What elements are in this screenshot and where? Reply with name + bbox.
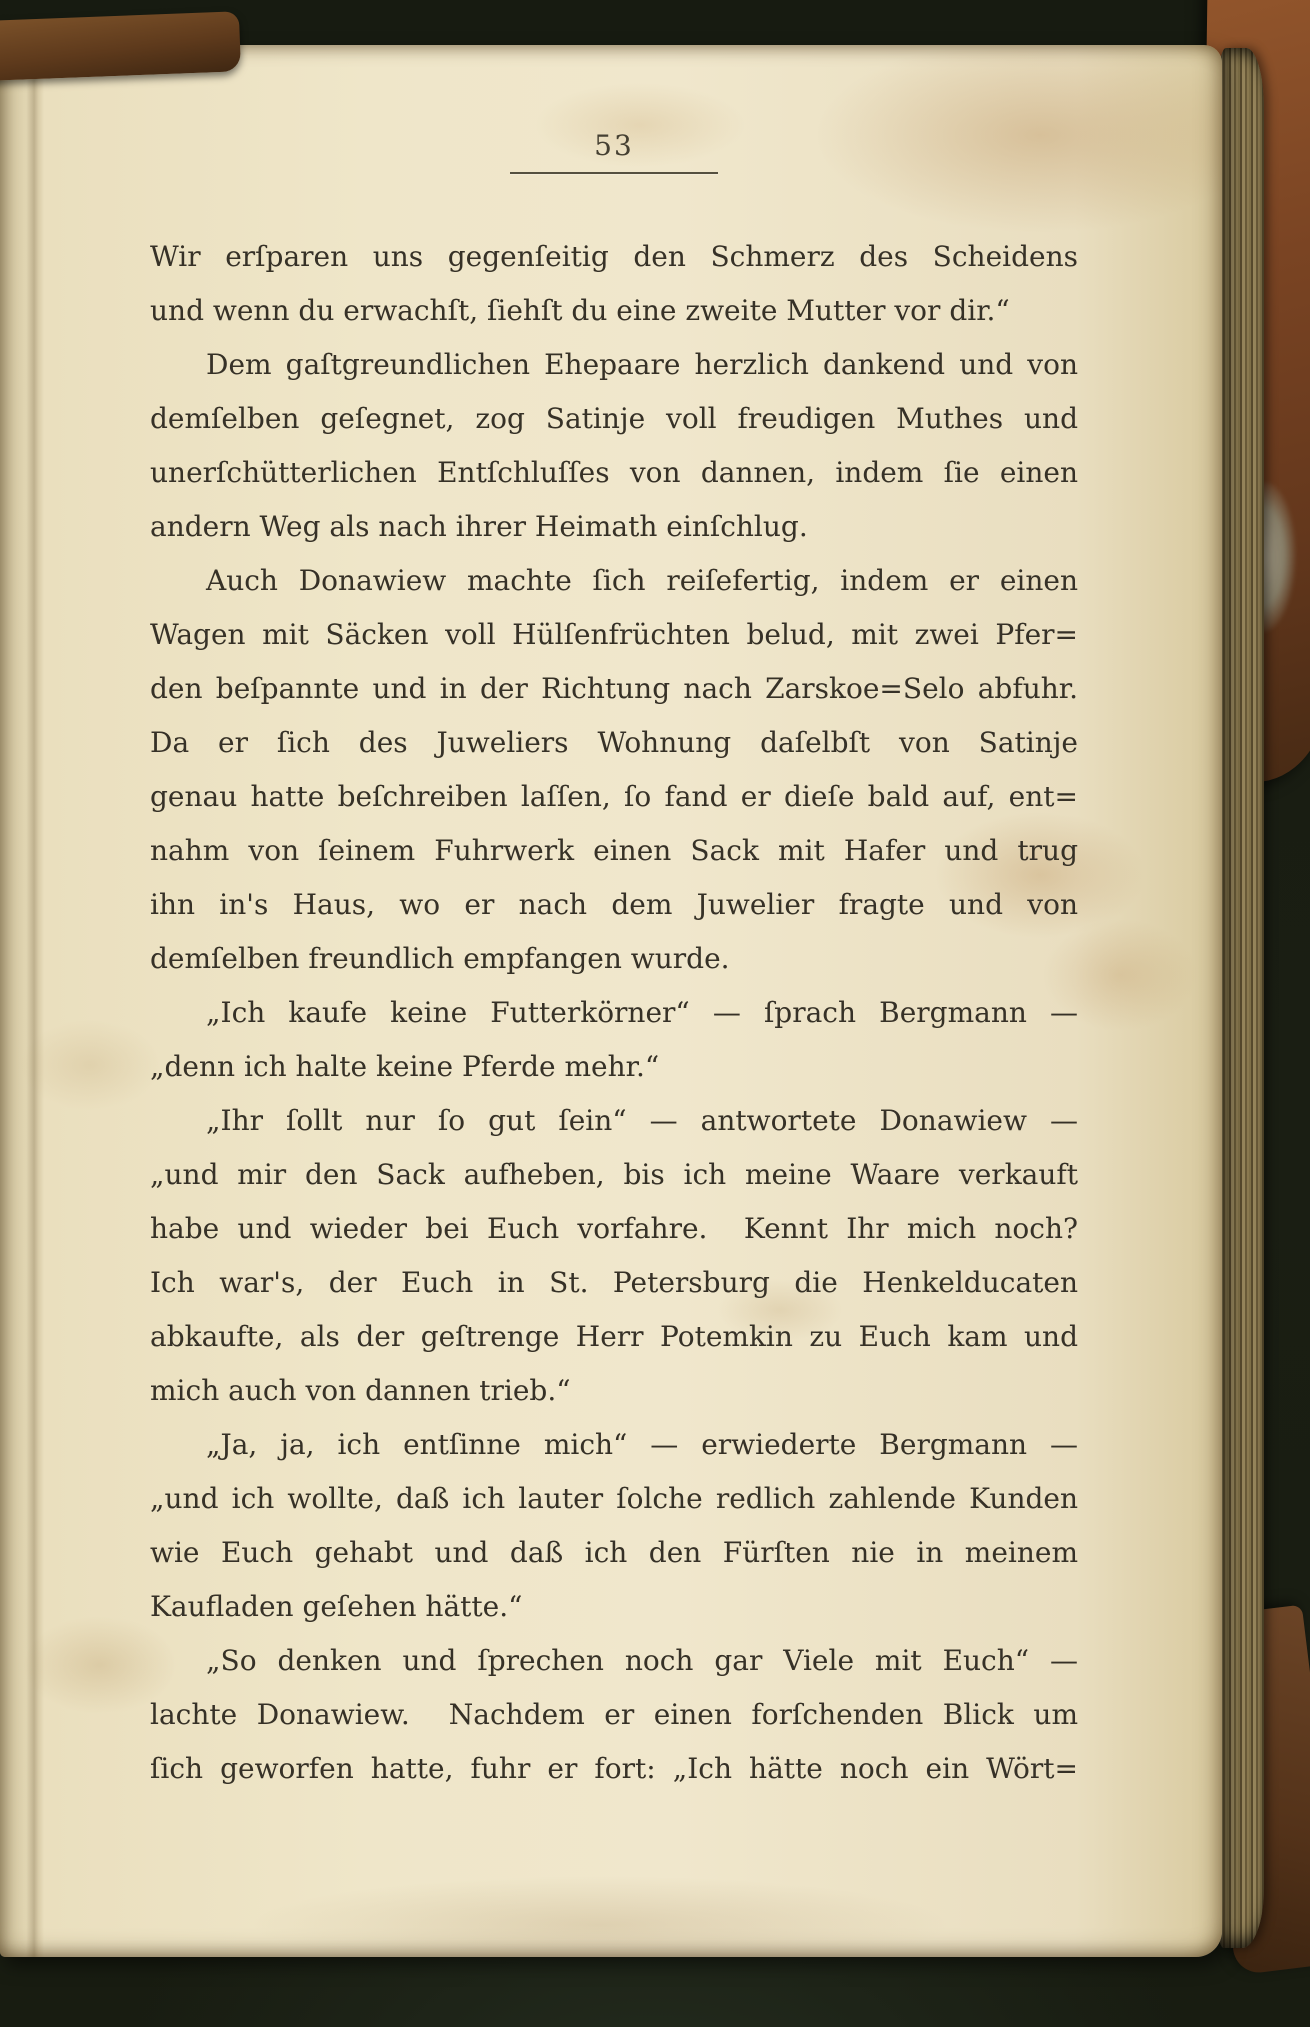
text-line: abkaufte, als der geſtrenge Herr Potemkin zu Euch kam und: [150, 1320, 1078, 1353]
text-line: „Ja, ja, ich entſinne mich“ — erwiederte Bergmann —: [206, 1428, 1078, 1461]
text-line: unerſchütterlichen Entſchluſſes von dannen, indem ſie einen: [150, 456, 1078, 489]
text-line: ſich geworfen hatte, fuhr er fort: „Ich hätte noch ein Wört=: [150, 1752, 1078, 1785]
book-page: [0, 45, 1222, 1957]
page-header: [150, 129, 1078, 174]
text-line: demſelben geſegnet, zog Satinje voll freudigen Muthes und: [150, 402, 1078, 435]
text-line: lachte Donawiew. Nachdem er einen forſchenden Blick um: [150, 1698, 1078, 1731]
page-number: 53: [594, 129, 634, 162]
text-line: demſelben freundlich empfangen wurde.: [150, 942, 730, 975]
text-line: mich auch von dannen trieb.“: [150, 1374, 571, 1407]
text-line: Da er ſich des Juweliers Wohnung daſelbſt von Satinje: [150, 726, 1078, 759]
text-line: „und ich wollte, daß ich lauter ſolche redlich zahlende Kunden: [150, 1482, 1078, 1515]
text-line: Auch Donawiew machte ſich reiſefertig, indem er einen: [206, 564, 1078, 597]
text-line: „So denken und ſprechen noch gar Viele mit Euch“ —: [206, 1644, 1078, 1677]
page-edge-stack: [1216, 48, 1264, 1948]
body-text: [150, 230, 1078, 1796]
text-line: und wenn du erwachſt, ſiehſt du eine zweite Mutter vor dir.“: [150, 294, 1010, 327]
text-line: nahm von ſeinem Fuhrwerk einen Sack mit Hafer und trug: [150, 834, 1078, 867]
text-line: ihn in's Haus, wo er nach dem Juwelier fragte und von: [150, 888, 1078, 921]
text-line: „und mir den Sack aufheben, bis ich meine Waare verkauft: [150, 1158, 1078, 1191]
text-line: den beſpannte und in der Richtung nach Zarskoe=Selo abfuhr.: [150, 672, 1078, 705]
text-line: wie Euch gehabt und daß ich den Fürſten nie in meinem: [150, 1536, 1078, 1569]
text-line: Wir erſparen uns gegenſeitig den Schmerz des Scheidens: [150, 240, 1078, 273]
text-line: „Ihr ſollt nur ſo gut ſein“ — antwortete Donawiew —: [206, 1104, 1078, 1137]
text-line: Dem gaſtgreundlichen Ehepaare herzlich dankend und von: [206, 348, 1078, 381]
text-line: Wagen mit Säcken voll Hülſenfrüchten belud, mit zwei Pfer=: [150, 618, 1078, 651]
text-line: andern Weg als nach ihrer Heimath einſchlug.: [150, 510, 808, 543]
text-line: habe und wieder bei Euch vorfahre. Kennt Ihr mich noch?: [150, 1212, 1078, 1245]
page-number-rule: [510, 172, 718, 174]
text-line: genau hatte beſchreiben laſſen, ſo fand er dieſe bald auf, ent=: [150, 780, 1078, 813]
text-line: „Ich kaufe keine Futterkörner“ — ſprach Bergmann —: [206, 996, 1078, 1029]
leather-strip-top-left: [0, 11, 241, 81]
text-line: „denn ich halte keine Pferde mehr.“: [150, 1050, 660, 1083]
text-line: Ich war's, der Euch in St. Petersburg die Henkelducaten: [150, 1266, 1078, 1299]
text-line: Kaufladen geſehen hätte.“: [150, 1590, 523, 1623]
